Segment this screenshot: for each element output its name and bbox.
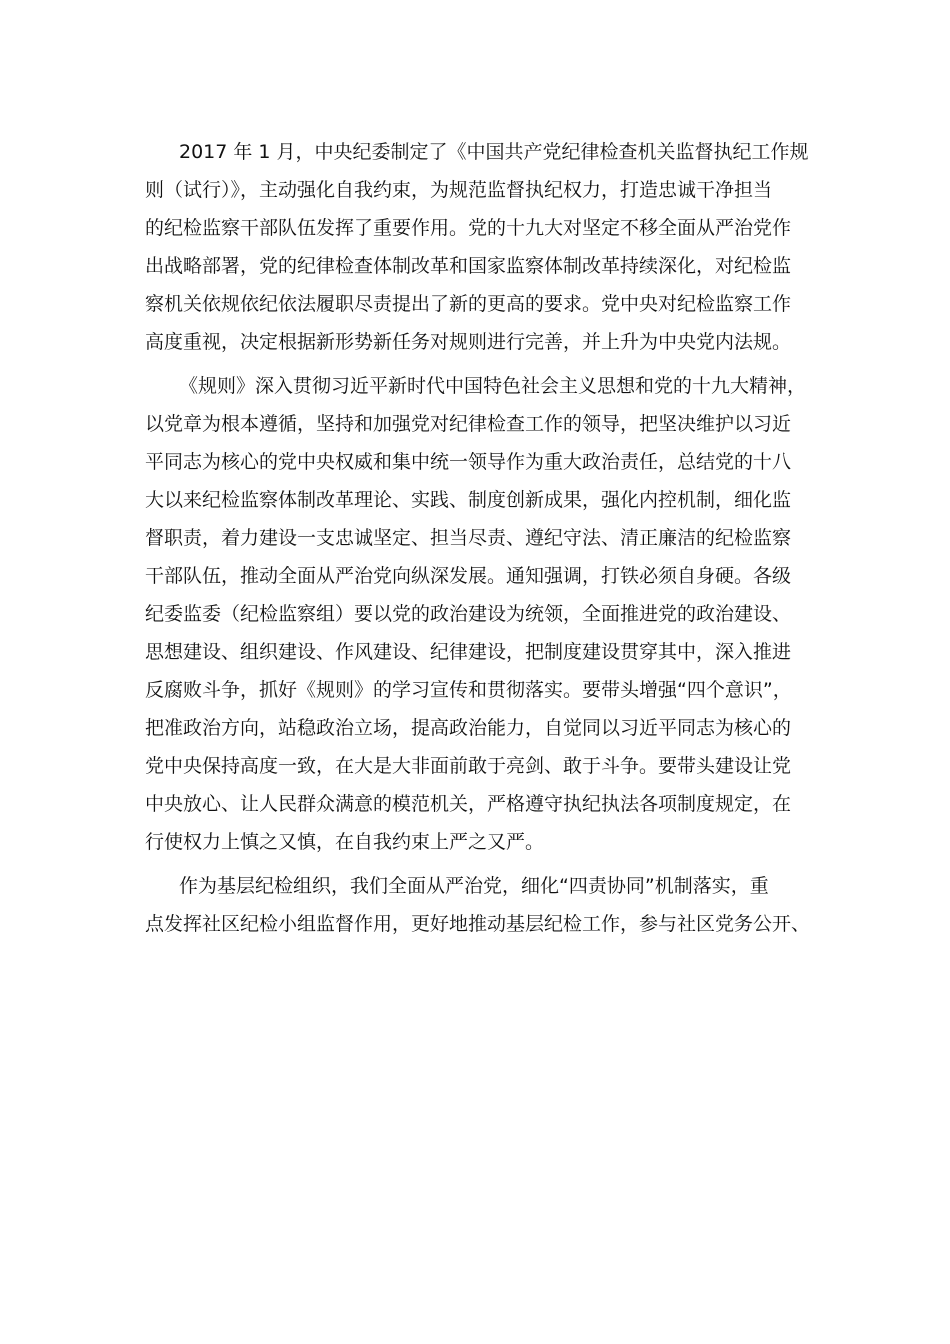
text-line: 党中央保持高度一致，在大是大非面前敢于亮剑、敢于斗争。要带头建设让党	[145, 755, 792, 777]
paragraph-3	[145, 867, 810, 943]
document-body	[145, 133, 810, 949]
text-line: 的纪检监察干部队伍发挥了重要作用。党的十九大对坚定不移全面从严治党作	[145, 217, 792, 239]
text-line: 则（试行）》，主动强化自我约束，为规范监督执纪权力，打造忠诚干净担当	[145, 179, 773, 201]
text-line: 把准政治方向，站稳政治立场，提高政治能力，自觉同以习近平同志为核心的	[145, 717, 792, 739]
text-line: 出战略部署，党的纪律检查体制改革和国家监察体制改革持续深化，对纪检监	[145, 255, 792, 277]
text-line: 《规则》深入贯彻习近平新时代中国特色社会主义思想和党的十九大精神，	[179, 375, 807, 397]
text-line: 纪委监委（纪检监察组）要以党的政治建设为统领，全面推进党的政治建设、	[145, 603, 792, 625]
paragraph-1	[145, 133, 810, 361]
text-line: 平同志为核心的党中央权威和集中统一领导作为重大政治责任，总结党的十八	[145, 451, 792, 473]
text-line: 反腐败斗争，抓好《规则》的学习宣传和贯彻落实。要带头增强“四个意识”，	[145, 679, 792, 701]
text-line: 2017 年 1 月，中央纪委制定了《中国共产党纪律检查机关监督执纪工作规	[179, 141, 809, 163]
text-line: 行使权力上慎之又慎，在自我约束上严之又严。	[145, 831, 545, 853]
text-line: 中央放心、让人民群众满意的模范机关，严格遵守执纪执法各项制度规定，在	[145, 793, 792, 815]
paragraph-2	[145, 367, 810, 861]
text-line: 高度重视，决定根据新形势新任务对规则进行完善，并上升为中央党内法规。	[145, 331, 792, 353]
text-line: 大以来纪检监察体制改革理论、实践、制度创新成果，强化内控机制，细化监	[145, 489, 792, 511]
text-line: 思想建设、组织建设、作风建设、纪律建设，把制度建设贯穿其中，深入推进	[145, 641, 792, 663]
text-line: 督职责，着力建设一支忠诚坚定、担当尽责、遵纪守法、清正廉洁的纪检监察	[145, 527, 792, 549]
text-line: 以党章为根本遵循，坚持和加强党对纪律检查工作的领导，把坚决维护以习近	[145, 413, 792, 435]
text-line: 作为基层纪检组织，我们全面从严治党，细化“四责协同”机制落实，重	[179, 875, 769, 897]
text-line: 干部队伍，推动全面从严治党向纵深发展。通知强调，打铁必须自身硬。各级	[145, 565, 792, 587]
text-line: 点发挥社区纪检小组监督作用，更好地推动基层纪检工作，参与社区党务公开、	[145, 913, 811, 935]
text-line: 察机关依规依纪依法履职尽责提出了新的更高的要求。党中央对纪检监察工作	[145, 293, 792, 315]
